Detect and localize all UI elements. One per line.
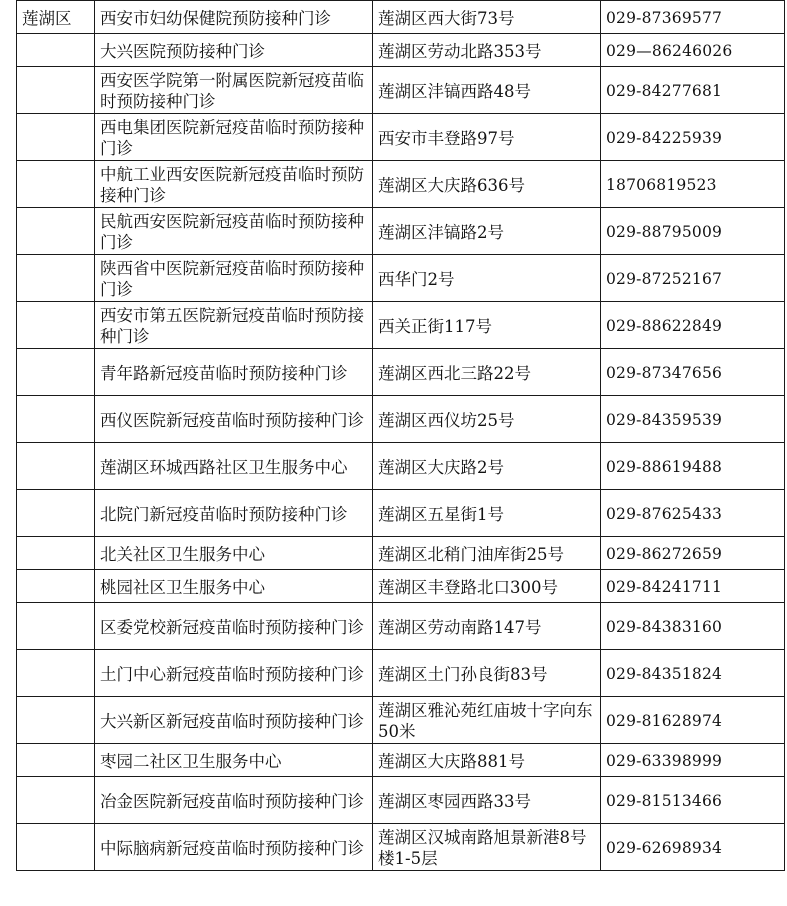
table-row bbox=[17, 824, 785, 871]
district-cell-empty bbox=[17, 34, 95, 67]
address-cell: 莲湖区西大街73号 bbox=[373, 1, 601, 34]
address-cell: 西安市丰登路97号 bbox=[373, 114, 601, 161]
table-row bbox=[17, 777, 785, 824]
address-cell: 莲湖区劳动北路353号 bbox=[373, 34, 601, 67]
phone-cell: 029—86246026 bbox=[601, 34, 785, 67]
clinic-name-cell: 北院门新冠疫苗临时预防接种门诊 bbox=[95, 490, 373, 537]
phone-cell: 029-86272659 bbox=[601, 537, 785, 570]
table-row bbox=[17, 537, 785, 570]
clinic-name-cell: 西电集团医院新冠疫苗临时预防接种门诊 bbox=[95, 114, 373, 161]
address-cell: 莲湖区西北三路22号 bbox=[373, 349, 601, 396]
phone-cell: 029-81628974 bbox=[601, 697, 785, 744]
phone-cell: 029-87347656 bbox=[601, 349, 785, 396]
address-cell: 莲湖区丰登路北口300号 bbox=[373, 570, 601, 603]
phone-cell: 18706819523 bbox=[601, 161, 785, 208]
table-row bbox=[17, 650, 785, 697]
table-row bbox=[17, 744, 785, 777]
table-row bbox=[17, 603, 785, 650]
phone-cell: 029-88622849 bbox=[601, 302, 785, 349]
district-cell-empty bbox=[17, 744, 95, 777]
table-row bbox=[17, 697, 785, 744]
address-cell: 西华门2号 bbox=[373, 255, 601, 302]
phone-cell: 029-84277681 bbox=[601, 67, 785, 114]
table-row bbox=[17, 396, 785, 443]
clinic-name-cell: 西仪医院新冠疫苗临时预防接种门诊 bbox=[95, 396, 373, 443]
district-cell-empty bbox=[17, 161, 95, 208]
clinic-name-cell: 大兴医院预防接种门诊 bbox=[95, 34, 373, 67]
address-cell: 莲湖区西仪坊25号 bbox=[373, 396, 601, 443]
address-cell: 西关正街117号 bbox=[373, 302, 601, 349]
clinic-name-cell: 大兴新区新冠疫苗临时预防接种门诊 bbox=[95, 697, 373, 744]
address-cell: 莲湖区沣镐路2号 bbox=[373, 208, 601, 255]
district-cell-empty bbox=[17, 349, 95, 396]
district-cell-empty bbox=[17, 603, 95, 650]
phone-cell: 029-87252167 bbox=[601, 255, 785, 302]
table-row bbox=[17, 67, 785, 114]
clinic-name-cell: 冶金医院新冠疫苗临时预防接种门诊 bbox=[95, 777, 373, 824]
district-cell-empty bbox=[17, 697, 95, 744]
district-cell-empty bbox=[17, 302, 95, 349]
address-cell: 莲湖区北稍门油库街25号 bbox=[373, 537, 601, 570]
district-cell-empty bbox=[17, 570, 95, 603]
phone-cell: 029-84359539 bbox=[601, 396, 785, 443]
district-cell: 莲湖区 bbox=[17, 1, 95, 34]
address-cell: 莲湖区雅沁苑红庙坡十字向东50米 bbox=[373, 697, 601, 744]
clinic-name-cell: 西安医学院第一附属医院新冠疫苗临时预防接种门诊 bbox=[95, 67, 373, 114]
clinic-name-cell: 陕西省中医院新冠疫苗临时预防接种门诊 bbox=[95, 255, 373, 302]
table-row bbox=[17, 443, 785, 490]
address-cell: 莲湖区沣镐西路48号 bbox=[373, 67, 601, 114]
clinic-name-cell: 民航西安医院新冠疫苗临时预防接种门诊 bbox=[95, 208, 373, 255]
district-cell-empty bbox=[17, 67, 95, 114]
phone-cell: 029-88619488 bbox=[601, 443, 785, 490]
clinic-name-cell: 中航工业西安医院新冠疫苗临时预防接种门诊 bbox=[95, 161, 373, 208]
clinic-name-cell: 西安市妇幼保健院预防接种门诊 bbox=[95, 1, 373, 34]
clinic-name-cell: 中际脑病新冠疫苗临时预防接种门诊 bbox=[95, 824, 373, 871]
address-cell: 莲湖区汉城南路旭景新港8号楼1-5层 bbox=[373, 824, 601, 871]
table-row bbox=[17, 490, 785, 537]
clinic-table bbox=[16, 0, 785, 871]
district-cell-empty bbox=[17, 114, 95, 161]
district-cell-empty bbox=[17, 650, 95, 697]
clinic-table-body bbox=[17, 1, 785, 871]
table-row bbox=[17, 34, 785, 67]
district-cell-empty bbox=[17, 443, 95, 490]
table-row bbox=[17, 570, 785, 603]
clinic-name-cell: 莲湖区环城西路社区卫生服务中心 bbox=[95, 443, 373, 490]
district-cell-empty bbox=[17, 208, 95, 255]
table-row bbox=[17, 161, 785, 208]
clinic-name-cell: 西安市第五医院新冠疫苗临时预防接种门诊 bbox=[95, 302, 373, 349]
district-cell-empty bbox=[17, 490, 95, 537]
table-row bbox=[17, 255, 785, 302]
phone-cell: 029-87369577 bbox=[601, 1, 785, 34]
clinic-name-cell: 桃园社区卫生服务中心 bbox=[95, 570, 373, 603]
phone-cell: 029-88795009 bbox=[601, 208, 785, 255]
clinic-name-cell: 土门中心新冠疫苗临时预防接种门诊 bbox=[95, 650, 373, 697]
phone-cell: 029-63398999 bbox=[601, 744, 785, 777]
table-row bbox=[17, 349, 785, 396]
phone-cell: 029-84241711 bbox=[601, 570, 785, 603]
table-row bbox=[17, 1, 785, 34]
table-row bbox=[17, 114, 785, 161]
phone-cell: 029-84383160 bbox=[601, 603, 785, 650]
table-row bbox=[17, 302, 785, 349]
clinic-name-cell: 区委党校新冠疫苗临时预防接种门诊 bbox=[95, 603, 373, 650]
district-cell-empty bbox=[17, 824, 95, 871]
phone-cell: 029-81513466 bbox=[601, 777, 785, 824]
address-cell: 莲湖区大庆路636号 bbox=[373, 161, 601, 208]
district-cell-empty bbox=[17, 777, 95, 824]
address-cell: 莲湖区大庆路2号 bbox=[373, 443, 601, 490]
phone-cell: 029-87625433 bbox=[601, 490, 785, 537]
address-cell: 莲湖区土门孙良街83号 bbox=[373, 650, 601, 697]
address-cell: 莲湖区枣园西路33号 bbox=[373, 777, 601, 824]
address-cell: 莲湖区大庆路881号 bbox=[373, 744, 601, 777]
district-cell-empty bbox=[17, 255, 95, 302]
clinic-name-cell: 枣园二社区卫生服务中心 bbox=[95, 744, 373, 777]
district-cell-empty bbox=[17, 396, 95, 443]
table-row bbox=[17, 208, 785, 255]
address-cell: 莲湖区五星街1号 bbox=[373, 490, 601, 537]
phone-cell: 029-84351824 bbox=[601, 650, 785, 697]
phone-cell: 029-62698934 bbox=[601, 824, 785, 871]
phone-cell: 029-84225939 bbox=[601, 114, 785, 161]
clinic-name-cell: 北关社区卫生服务中心 bbox=[95, 537, 373, 570]
address-cell: 莲湖区劳动南路147号 bbox=[373, 603, 601, 650]
clinic-name-cell: 青年路新冠疫苗临时预防接种门诊 bbox=[95, 349, 373, 396]
district-cell-empty bbox=[17, 537, 95, 570]
